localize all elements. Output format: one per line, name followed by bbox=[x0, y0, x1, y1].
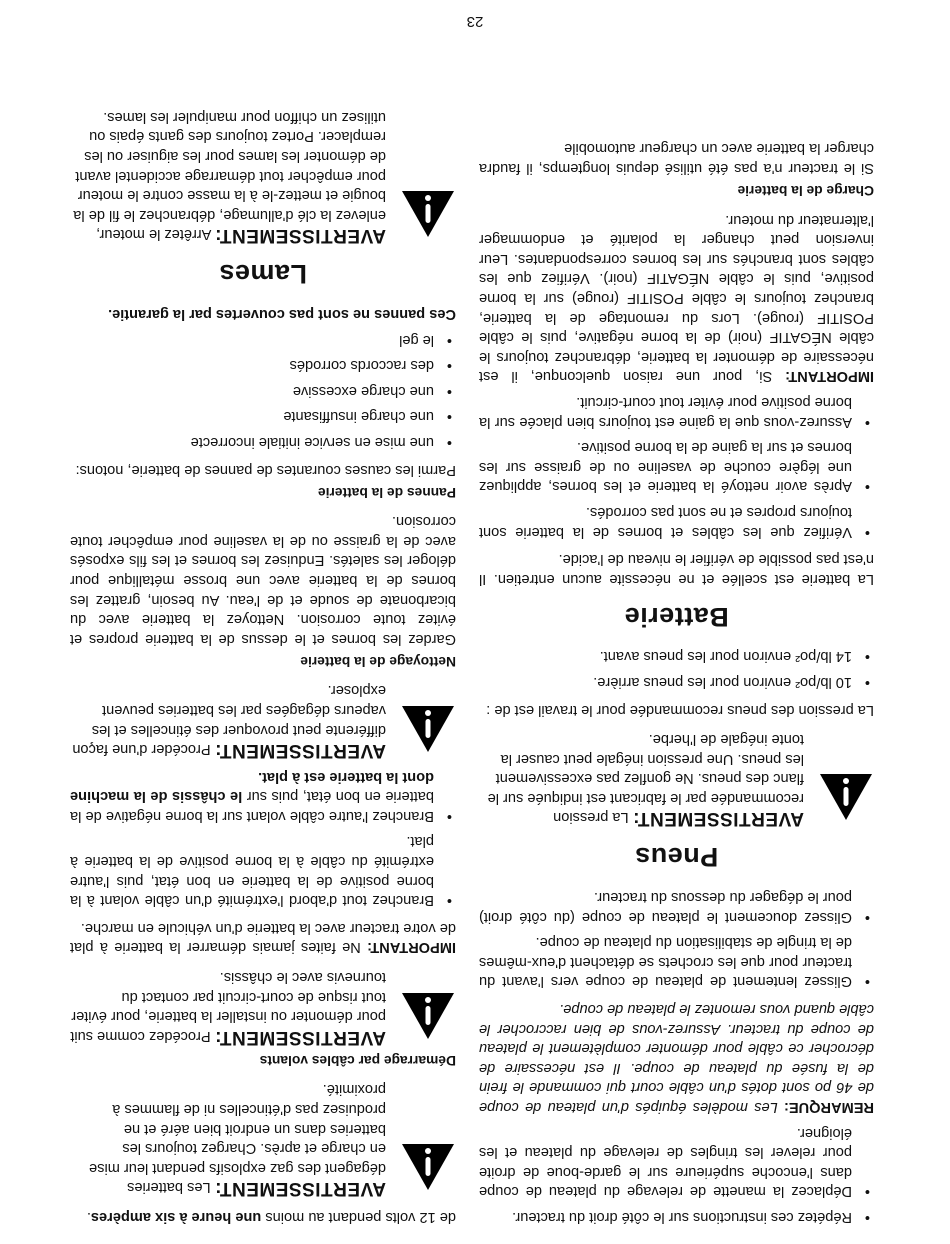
warning-label: AVERTISSEMENT: bbox=[214, 1178, 386, 1200]
list-item: • 14 lb/po² environ pour les pneus avant. bbox=[479, 646, 874, 666]
lames-heading: Lames bbox=[218, 259, 308, 290]
remarque-label: REMARQUE: bbox=[784, 1099, 874, 1116]
warning-icon bbox=[400, 1142, 456, 1192]
pressure-list bbox=[479, 646, 874, 691]
deck-slide-list bbox=[479, 887, 874, 991]
warning-label: AVERTISSEMENT: bbox=[632, 808, 804, 830]
pressure-intro: La pression des pneus recommandée pour le travail est de : bbox=[486, 701, 874, 718]
warning-text: La pression recommandée par le fabricant est indiquée sur le flanc des pneus. Ne gonflez pas excessivement les pneus. Une pression inégale peut causer la tonte inégale de l'herbe. bbox=[487, 731, 804, 826]
warning-label: AVERTISSEMENT: bbox=[214, 1026, 386, 1048]
connect2-text: Branchez l'autre câble volant sur la borne négative de la batterie en bon état, puis sur bbox=[70, 788, 434, 824]
list-item: • Glissez doucement le plateau de coupe (du côté droit) pour le dégager du dessous du tracteur. bbox=[479, 887, 874, 926]
list-item: • 10 lb/po² environ pour les pneus arrière. bbox=[479, 671, 874, 691]
charge-continued bbox=[70, 1206, 456, 1226]
warning-label: AVERTISSEMENT: bbox=[214, 225, 386, 247]
charge-cont-bold: une heure à six ampères bbox=[90, 1209, 262, 1225]
list-item: • Après avoir nettoyé la batterie et les bornes, appliquez une légère couche de vaseline ou de graisse sur les bornes et sur la gaine de la borne positive. bbox=[479, 437, 874, 496]
remarque-note bbox=[479, 998, 874, 1116]
failures-intro: Parmi les causes courantes de pannes de batterie, notons: bbox=[75, 461, 456, 478]
list-item bbox=[70, 766, 456, 825]
gas-warning bbox=[70, 1079, 456, 1199]
charge-cont-end: . bbox=[86, 1209, 91, 1225]
jump-heading: Démarrage par câbles volants bbox=[259, 1052, 456, 1068]
important-label: IMPORTANT: bbox=[367, 939, 456, 956]
list-item: • une charge excessive bbox=[70, 380, 456, 400]
remarque-text: Les modèles équipés d'un plateau de coupe de 46 po sont dotés d'un câble court qui commande le frein de la fusée du plateau de coupe. Il est nécessaire de décrocher ce câble pour démonter complètement le plateau de coupe du tracteur. Assurez-vous de bien raccrocher le câble quand vous remontez le plateau de coupe. bbox=[479, 1001, 874, 1116]
warning-label: AVERTISSEMENT: bbox=[214, 740, 386, 762]
battery-care-list bbox=[479, 391, 874, 540]
charge-heading: Charge de la batterie bbox=[737, 183, 874, 199]
spark-warning bbox=[70, 680, 456, 760]
warning-text: Procéder d'une façon différente peut provoquer des étincelles et les vapeurs dégagées par les batteries peuvent exploser. bbox=[72, 682, 386, 758]
jump-warning bbox=[70, 966, 456, 1046]
warning-icon bbox=[400, 704, 456, 754]
failures-heading: Pannes de la batterie bbox=[317, 484, 456, 500]
list-item: • Répétez ces instructions sur le côté droit du tracteur. bbox=[479, 1206, 874, 1226]
warning-text: Arrêtez le moteur, enlevez la clé d'allumage, débranchez le fil de la bougie et mettez-le à la masse contre le moteur pour empêcher tout démarrage accidentel avant de démonter les lames pour les aiguiser ou les remplacer. Portez toujours des gants épais ou utilisez un chiffon pour manipuler les lames. bbox=[73, 108, 386, 243]
connect2-bold: le châssis de la machine dont la batterie est à plat. bbox=[70, 768, 434, 805]
warning-text: Procédez comme suit pour démonter ou installer la batterie, pour éviter tout risque de court-circuit par contact du tournevis avec le châssis. bbox=[70, 969, 386, 1044]
important-note bbox=[479, 209, 874, 385]
warranty-note: Ces pannes ne sont pas couvertes par la garantie. bbox=[108, 306, 456, 323]
right-column bbox=[70, 96, 456, 1226]
list-item: • Déplacez la manette de relevage du plateau de coupe dans l'encoche supérieure sur le garde-boue de droite pour relever les tringles de relevage du plateau et les éloigner. bbox=[479, 1122, 874, 1200]
batterie-intro: La batterie est scellée et ne nécessite aucun entretien. Il n'est pas possible de vérifier le niveau de l'acide. bbox=[479, 551, 874, 587]
charge-text: Si le tracteur n'a pas été utilisé depuis longtemps, il faudra charger la batterie avec un chargeur automobile bbox=[479, 140, 874, 177]
cleaning-heading: Nettoyage de la batterie bbox=[300, 653, 456, 669]
list-item: • Glissez lentement de plateau de coupe vers l'avant du tracteur pour que les crochets se détachent d'eux-mêmes de la tringle de stabilisation du plateau de coupe. bbox=[479, 932, 874, 991]
jump-steps-list bbox=[70, 766, 456, 909]
charge-cont-text: de 12 volts pendant au moins bbox=[261, 1209, 456, 1225]
warning-icon bbox=[400, 189, 456, 239]
list-item: • Assurez-vous que la gaine est toujours bien placée sur la borne positive pour éviter tout court-circuit. bbox=[479, 391, 874, 430]
list-item: • une mise en service initiale incorrecte bbox=[70, 431, 456, 451]
list-item: • le gel bbox=[70, 329, 456, 349]
warning-icon bbox=[400, 991, 456, 1041]
jump-important-note bbox=[70, 917, 456, 956]
deck-removal-list bbox=[479, 1122, 874, 1226]
list-item: • Branchez tout d'abord l'extrémité d'un câble volant à la borne positive de la batterie en bon état, puis l'autre extrémité du câble à la borne positive de la batterie à plat. bbox=[70, 831, 456, 909]
important-text: Ne faites jamais démarrer la batterie à plat de votre tracteur avec la batterie d'un véhicule en marche. bbox=[70, 919, 456, 956]
batterie-heading: Batterie bbox=[624, 601, 729, 632]
list-item: • une charge insuffisante bbox=[70, 406, 456, 426]
important-text: Si, pour une raison quelconque, il est nécessaire de démonter la batterie, débranchez toujours le câble NÉGATIF (noir) de la borne négative, puis le câble POSITIF (rouge). Lors du remontage de la batterie, branchez toujours le câble POSITIF (rouge) sur la borne positive, puis le câble NÉGATIF (noir). Vérifiez que les câbles sont branchés sur les bornes correspondantes. Leur inversion peut changer la polarité et endommager l'alternateur du moteur. bbox=[479, 211, 874, 385]
failures-list bbox=[70, 329, 456, 451]
page-number: 23 bbox=[466, 13, 484, 30]
warning-icon bbox=[818, 773, 874, 823]
blade-warning bbox=[70, 106, 456, 245]
important-label: IMPORTANT: bbox=[785, 368, 874, 385]
pneus-heading: Pneus bbox=[634, 842, 719, 873]
warning-text: Les batteries dégagent des gaz explosifs pendant leur mise en charge et après. Chargez toujours les batteries dans un endroit bien aéré et ne produisez pas d'étincelles ni de flammes à proximité. bbox=[89, 1081, 386, 1196]
cleaning-text: Gardez les bornes et le dessus de la batterie propres et évitez toute corrosion. Nettoyez la batterie avec du bicarbonate de soude et de l'eau. Au besoin, grattez les bornes de la batterie avec une brosse métallique pour déloger les saletés. Enduisez les bornes et les fils exposés avec de la graisse ou de la vaseline pour empêcher toute corrosion. bbox=[70, 513, 456, 647]
list-item: • Vérifiez que les câbles et bornes de la batterie sont toujours propres et ne sont pas corrodés. bbox=[479, 501, 874, 540]
tire-warning bbox=[479, 729, 874, 829]
left-column bbox=[479, 130, 874, 1226]
list-item: • des raccords corrodés bbox=[70, 355, 456, 375]
